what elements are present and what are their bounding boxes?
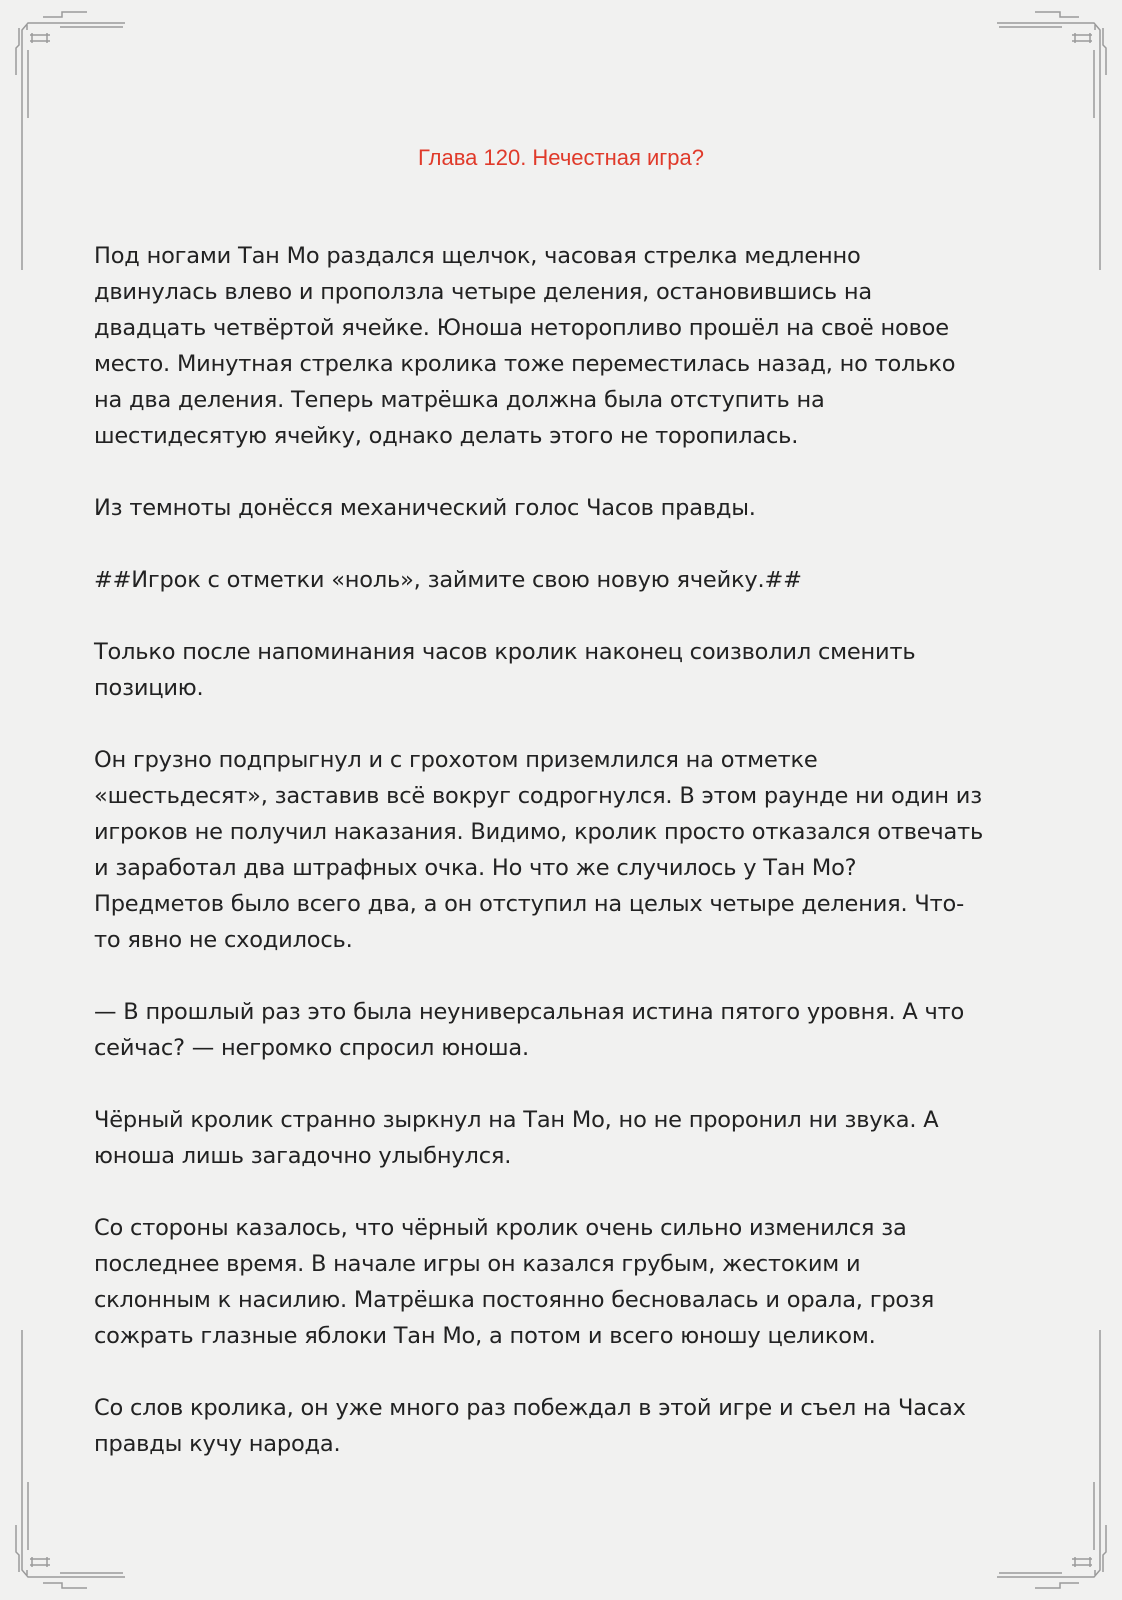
text-line: Со стороны казалось, что чёрный кролик очень сильно изменился за bbox=[94, 1215, 907, 1241]
text-line: шестидесятую ячейку, однако делать этого не торопилась. bbox=[94, 423, 799, 449]
text-line: склонным к насилию. Матрёшка постоянно бесновалась и орала, грозя bbox=[94, 1287, 935, 1313]
text-line: «шестьдесят», заставив всё вокруг содрогнулся. В этом раунде ни один из bbox=[94, 783, 982, 809]
paragraph bbox=[94, 634, 1054, 706]
text-line: последнее время. В начале игры он казался грубым, жестоким и bbox=[94, 1251, 861, 1277]
text-line: Только после напоминания часов кролик наконец соизволил сменить bbox=[94, 639, 916, 665]
text-line: Он грузно подпрыгнул и с грохотом приземлился на отметке bbox=[94, 747, 818, 773]
paragraph bbox=[94, 238, 1054, 454]
text-line: на два деления. Теперь матрёшка должна была отступить на bbox=[94, 387, 825, 413]
text-line: и заработал два штрафных очка. Но что же случилось у Тан Мо? bbox=[94, 855, 857, 881]
paragraph bbox=[94, 1210, 1054, 1354]
text-line: Предметов было всего два, а он отступил на целых четыре деления. Что- bbox=[94, 891, 964, 917]
chapter-title: Глава 120. Нечестная игра? bbox=[417, 145, 705, 170]
text-line: место. Минутная стрелка кролика тоже переместилась назад, но только bbox=[94, 351, 956, 377]
text-line: Из темноты донёсся механический голос Часов правды. bbox=[94, 495, 756, 521]
text-line: то явно не сходилось. bbox=[94, 927, 353, 953]
text-line: — В прошлый раз это была неуниверсальная истина пятого уровня. А что bbox=[94, 999, 965, 1025]
text-line: правды кучу народа. bbox=[94, 1431, 341, 1457]
text-line: ##Игрок с отметки «ноль», займите свою новую ячейку.## bbox=[94, 567, 802, 593]
text-line: юноша лишь загадочно улыбнулся. bbox=[94, 1143, 512, 1169]
text-line: сейчас? — негромко спросил юноша. bbox=[94, 1035, 529, 1061]
text-line: двадцать четвёртой ячейке. Юноша неторопливо прошёл на своё новое bbox=[94, 315, 949, 341]
text-line: Со слов кролика, он уже много раз побеждал в этой игре и съел на Часах bbox=[94, 1395, 966, 1421]
paragraph bbox=[94, 562, 1054, 598]
paragraph bbox=[94, 994, 1054, 1066]
paragraph bbox=[94, 1102, 1054, 1174]
text-line: Под ногами Тан Мо раздался щелчок, часовая стрелка медленно bbox=[94, 243, 861, 269]
text-line: сожрать глазные яблоки Тан Мо, а потом и всего юношу целиком. bbox=[94, 1323, 876, 1349]
text-line: позицию. bbox=[94, 675, 204, 701]
paragraph bbox=[94, 490, 1054, 526]
text-line: Чёрный кролик странно зыркнул на Тан Мо, но не проронил ни звука. А bbox=[94, 1107, 939, 1133]
paragraph bbox=[94, 1390, 1054, 1462]
text-line: двинулась влево и проползла четыре деления, остановившись на bbox=[94, 279, 872, 305]
paragraph bbox=[94, 742, 1054, 958]
chapter-body bbox=[94, 238, 1054, 1498]
text-line: игроков не получил наказания. Видимо, кролик просто отказался отвечать bbox=[94, 819, 984, 845]
